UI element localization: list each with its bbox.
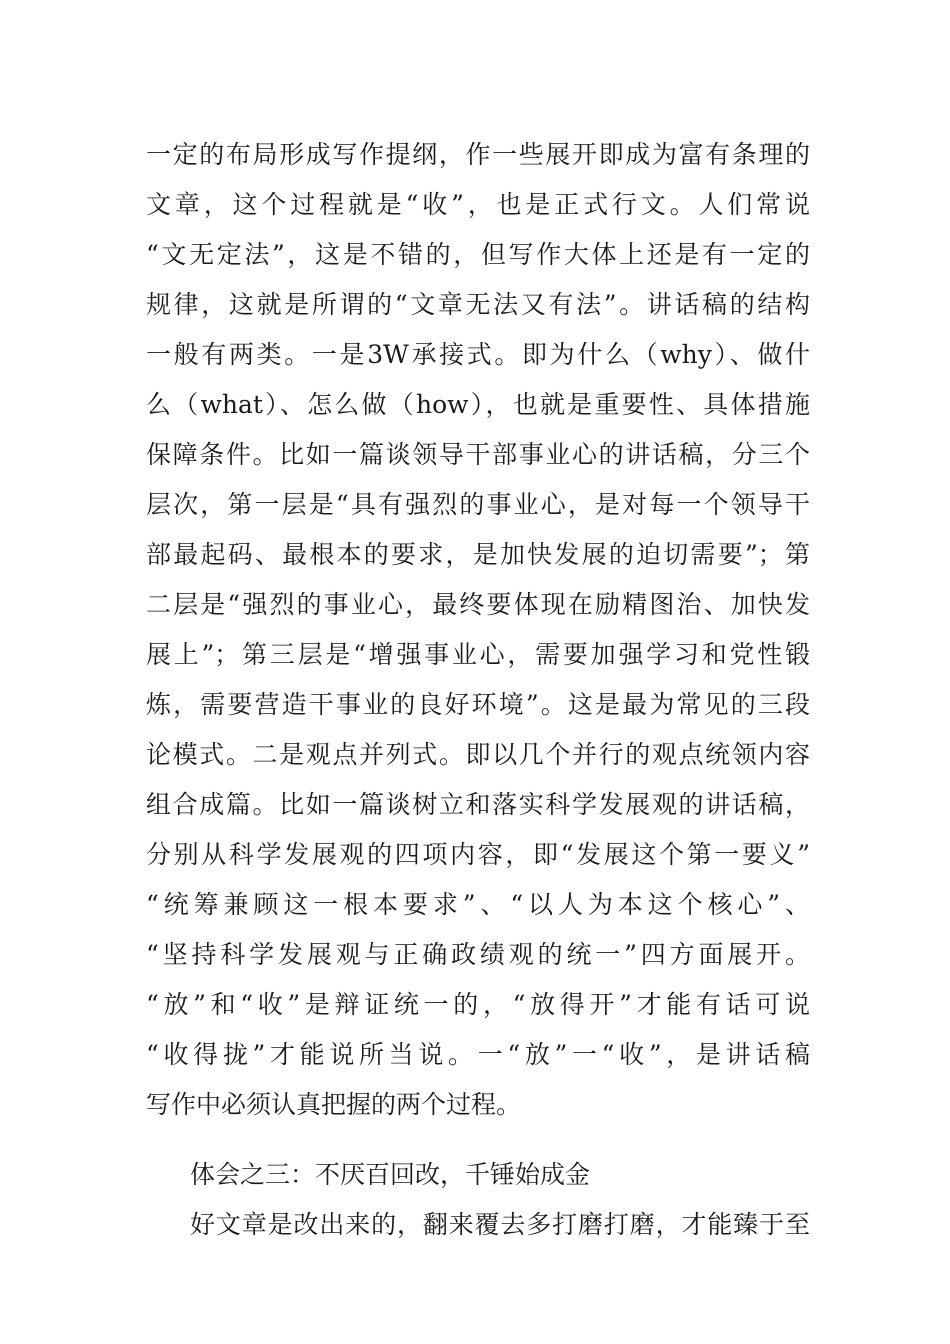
document-body [146, 130, 810, 1250]
paragraph-line: 规律，这就是所谓的“文章无法又有法”。讲话稿的结构 [146, 290, 810, 319]
paragraph-line: “坚持科学发展观与正确政绩观的统一”四方面展开。 [146, 940, 810, 969]
paragraph-line: 写作中必须认真把握的两个过程。 [146, 1090, 522, 1119]
paragraph-line: 好文章是改出来的，翻来覆去多打磨打磨，才能臻于至 [190, 1210, 810, 1239]
paragraph-line: “文无定法”，这是不错的，但写作大体上还是有一定的 [146, 240, 810, 269]
paragraph-line: 一定的布局形成写作提纲，作一些展开即成为富有条理的 [146, 140, 810, 169]
paragraph-line: 二层是“强烈的事业心，最终要体现在励精图治、加快发 [146, 590, 810, 619]
paragraph-line: 么（what）、怎么做（how），也就是重要性、具体措施 [146, 390, 810, 419]
paragraph-line: 组合成篇。比如一篇谈树立和落实科学发展观的讲话稿， [146, 790, 810, 819]
paragraph-line: 部最起码、最根本的要求，是加快发展的迫切需要”；第 [146, 540, 810, 569]
paragraph-line: 论模式。二是观点并列式。即以几个并行的观点统领内容 [146, 740, 810, 769]
paragraph-line: 炼，需要营造干事业的良好环境”。这是最为常见的三段 [146, 690, 810, 719]
paragraph-line: 层次，第一层是“具有强烈的事业心，是对每一个领导干 [146, 490, 810, 519]
paragraph-line: “统筹兼顾这一根本要求”、“以人为本这个核心”、 [146, 890, 810, 919]
paragraph-line: 保障条件。比如一篇谈领导干部事业心的讲话稿，分三个 [146, 440, 810, 469]
paragraph-line: “收得拢”才能说所当说。一“放”一“收”，是讲话稿 [146, 1040, 810, 1069]
paragraph-line: “放”和“收”是辩证统一的，“放得开”才能有话可说 [146, 990, 810, 1019]
paragraph-line: 分别从科学发展观的四项内容，即“发展这个第一要义” [146, 840, 810, 869]
section-heading: 体会之三：不厌百回改，千锤始成金 [190, 1160, 591, 1189]
paragraph-line: 展上”；第三层是“增强事业心，需要加强学习和党性锻 [146, 640, 810, 669]
paragraph-line: 文章，这个过程就是“收”，也是正式行文。人们常说 [146, 190, 810, 219]
paragraph-line: 一般有两类。一是3W承接式。即为什么（why）、做什 [146, 340, 810, 369]
